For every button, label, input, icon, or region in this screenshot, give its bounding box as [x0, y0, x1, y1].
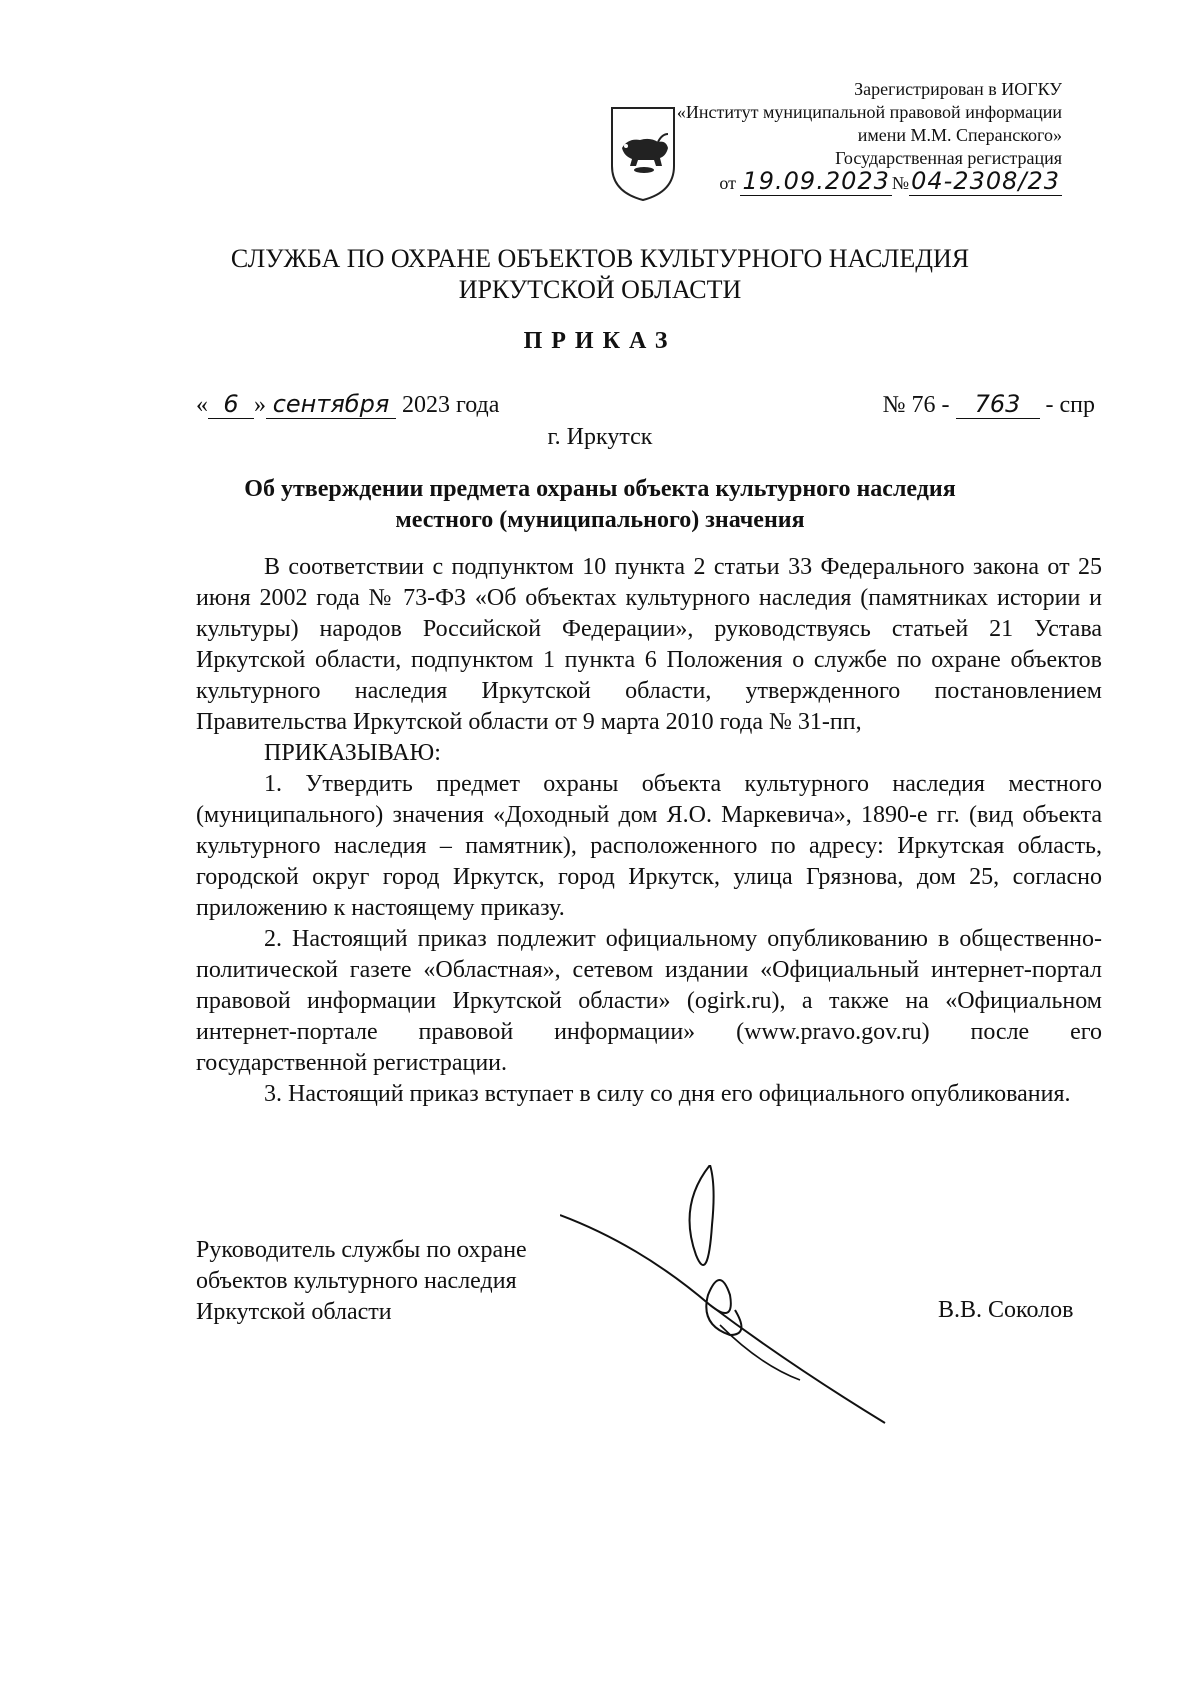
- registration-line: Зарегистрирован в ИОГКУ: [854, 79, 1062, 99]
- registration-stamp: [622, 78, 1062, 195]
- order-directive: ПРИКАЗЫВАЮ:: [264, 740, 441, 766]
- body-paragraph: 2. Настоящий приказ подлежит официальному опубликованию в общественно-политической газете «Областная», сетевом издании «Официальный интернет-портал правовой информации Иркутской области» (ogirk.ru), а также на «Официальном интернет-портале правовой информации» (www.pravo.gov.ru) после его государственной регистрации.: [196, 926, 1102, 1076]
- handwritten-signature-icon: [560, 1165, 890, 1425]
- agency-line: ИРКУТСКОЙ ОБЛАСТИ: [458, 275, 742, 304]
- registration-date: 19.09.2023: [742, 167, 890, 195]
- body-paragraph: В соответствии с подпунктом 10 пункта 2 статьи 33 Федерального закона от 25 июня 2002 года № 73-ФЗ «Об объектах культурного наследия (памятниках истории и культуры) народов Российской Федерации», руководствуясь статьей 21 Устава Иркутской области, подпунктом 1 пункта 6 Положения о службе по охране объектов культурного наследия Иркутской области, утвержденного постановлением Правительства Иркутской области от 9 марта 2010 года № 31-пп,: [196, 554, 1102, 735]
- order-body: [196, 552, 1102, 1110]
- order-number-value: 763: [956, 390, 1040, 419]
- order-number: [883, 390, 1095, 419]
- order-number-suffix: - спр: [1045, 392, 1095, 418]
- signer-title-line: объектов культурного наследия: [196, 1268, 517, 1294]
- date-year: 2023 года: [402, 392, 500, 418]
- body-paragraph: 3. Настоящий приказ вступает в силу со дня его официального опубликования.: [264, 1081, 1071, 1107]
- registration-number-sign: №: [891, 173, 910, 193]
- agency-line: СЛУЖБА ПО ОХРАНЕ ОБЪЕКТОВ КУЛЬТУРНОГО НАСЛЕДИЯ: [230, 244, 970, 273]
- registration-line: «Институт муниципальной правовой информации: [676, 102, 1062, 122]
- order-number-prefix: № 76 -: [882, 392, 950, 418]
- order-date: [196, 390, 499, 419]
- date-day: 6: [208, 390, 254, 419]
- body-paragraph: 1. Утвердить предмет охраны объекта культурного наследия местного (муниципального) значения «Доходный дом Я.О. Маркевича», 1890-е гг. (вид объекта культурного наследия – памятник), расположенного по адресу: Иркутская область, городской округ город Иркутск, город Иркутск, улица Грязнова, дом 25, согласно приложению к настоящему приказу.: [196, 771, 1102, 921]
- registration-line: имени М.М. Сперанского»: [857, 125, 1062, 145]
- agency-name: [0, 243, 1200, 305]
- registration-number: 04-2308/23: [911, 167, 1060, 195]
- signer-title-line: Иркутской области: [196, 1299, 392, 1325]
- registration-prefix: от: [719, 173, 736, 193]
- date-month: сентября: [266, 390, 396, 419]
- signer-name: В.В. Соколов: [938, 1297, 1074, 1323]
- subject-line: Об утверждении предмета охраны объекта культурного наследия: [244, 476, 956, 502]
- date-open-quote: «: [196, 392, 208, 418]
- signer-title: [196, 1235, 527, 1328]
- subject-line: местного (муниципального) значения: [395, 507, 805, 533]
- order-subject: [160, 474, 1040, 536]
- document-type: ПРИКАЗ: [523, 328, 677, 354]
- registration-date-line: [622, 167, 1062, 195]
- signer-title-line: Руководитель службы по охране: [196, 1237, 527, 1263]
- registration-line: Государственная регистрация: [835, 148, 1062, 168]
- order-city: г. Иркутск: [547, 424, 653, 450]
- date-close-quote: »: [254, 392, 266, 418]
